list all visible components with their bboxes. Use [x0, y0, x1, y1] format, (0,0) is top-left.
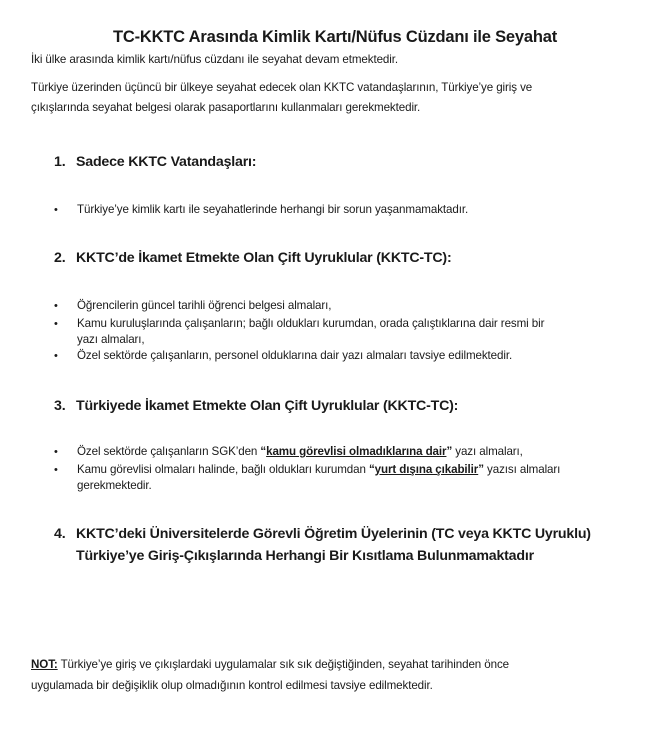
open-quote: “ — [368, 463, 375, 476]
bullet-icon: • — [54, 300, 58, 312]
close-quote: ” — [446, 445, 453, 458]
list-item-line-2: yazı almaları, — [77, 333, 145, 346]
emphasis-text: yurt dışına çıkabilir — [374, 463, 479, 476]
section-number: 2. — [54, 250, 66, 266]
note-paragraph — [31, 654, 509, 696]
text-run: yazısı almaları — [483, 463, 561, 476]
section-heading-line-1: KKTC’deki Üniversitelerde Görevli Öğretim Üyelerinin (TC veya KKTC Uyruklu) — [76, 526, 591, 542]
section-heading-text: Türkiyede İkamet Etmekte Olan Çift Uyruklular (KKTC-TC): — [76, 398, 459, 414]
close-quote: ” — [478, 463, 484, 476]
section-heading-text — [76, 523, 591, 567]
note-line-2: uygulamada bir değişiklik olup olmadığının kontrol edilmesi tavsiye edilmektedir. — [31, 679, 433, 692]
list-item-text: Öğrencilerin güncel tarihli öğrenci belgesi almaları, — [77, 299, 332, 312]
note-label: NOT: — [31, 658, 58, 671]
list-item-text — [77, 316, 544, 348]
intro-paragraph-2 — [31, 78, 532, 118]
text-run: yazı almaları, — [452, 445, 523, 458]
section-heading-line-2: Türkiye’ye Giriş-Çıkışlarında Herhangi Bir Kısıtlama Bulunmamaktadır — [76, 548, 534, 564]
list-item-line-2: gerekmektedir. — [77, 479, 152, 492]
intro-paragraph-2-line-2: çıkışlarında seyahat belgesi olarak pasaportlarını kullanmaları gerekmektedir. — [31, 101, 421, 114]
text-run: Özel sektörde çalışanların SGK’den — [77, 445, 261, 458]
bullet-icon: • — [54, 446, 58, 458]
note-text: Türkiye’ye giriş ve çıkışlardaki uygulamalar sık sık değiştiğinden, seyahat tarihinden önce — [57, 658, 509, 671]
bullet-icon: • — [54, 318, 58, 330]
note-line-1 — [31, 654, 509, 675]
section-number: 4. — [54, 526, 66, 542]
intro-paragraph-2-line-1: Türkiye üzerinden üçüncü bir ülkeye seyahat edecek olan KKTC vatandaşlarının, Türkiye’ye giriş ve — [31, 81, 533, 94]
section-heading-text: Sadece KKTC Vatandaşları: — [76, 154, 257, 170]
section-number: 1. — [54, 154, 66, 170]
intro-paragraph-1: İki ülke arasında kimlik kartı/nüfus cüzdanı ile seyahat devam etmektedir. — [31, 53, 398, 66]
document-title: TC-KKTC Arasında Kimlik Kartı/Nüfus Cüzdanı ile Seyahat — [112, 28, 558, 46]
list-item-text — [77, 462, 560, 494]
text-run: Kamu görevlisi olmaları halinde, bağlı oldukları kurumdan — [77, 463, 369, 476]
section-number: 3. — [54, 398, 66, 414]
open-quote: “ — [260, 445, 267, 458]
list-item-line-1: Kamu kuruluşlarında çalışanların; bağlı oldukları kurumdan, orada çalıştıklarına dair resmi bir — [77, 317, 545, 330]
list-item-text: Özel sektörde çalışanların, personel olduklarına dair yazı almaları tavsiye edilmektedir. — [77, 349, 513, 362]
list-item-text: Türkiye’ye kimlik kartı ile seyahatlerinde herhangi bir sorun yaşanmamaktadır. — [77, 203, 469, 216]
emphasis-text: kamu görevlisi olmadıklarına dair — [266, 445, 447, 458]
list-item-line-1 — [77, 462, 560, 478]
section-heading-text: KKTC’de İkamet Etmekte Olan Çift Uyruklular (KKTC-TC): — [76, 250, 452, 266]
list-item-text — [77, 444, 523, 460]
bullet-icon: • — [54, 350, 58, 362]
bullet-icon: • — [54, 204, 58, 216]
bullet-icon: • — [54, 464, 58, 476]
